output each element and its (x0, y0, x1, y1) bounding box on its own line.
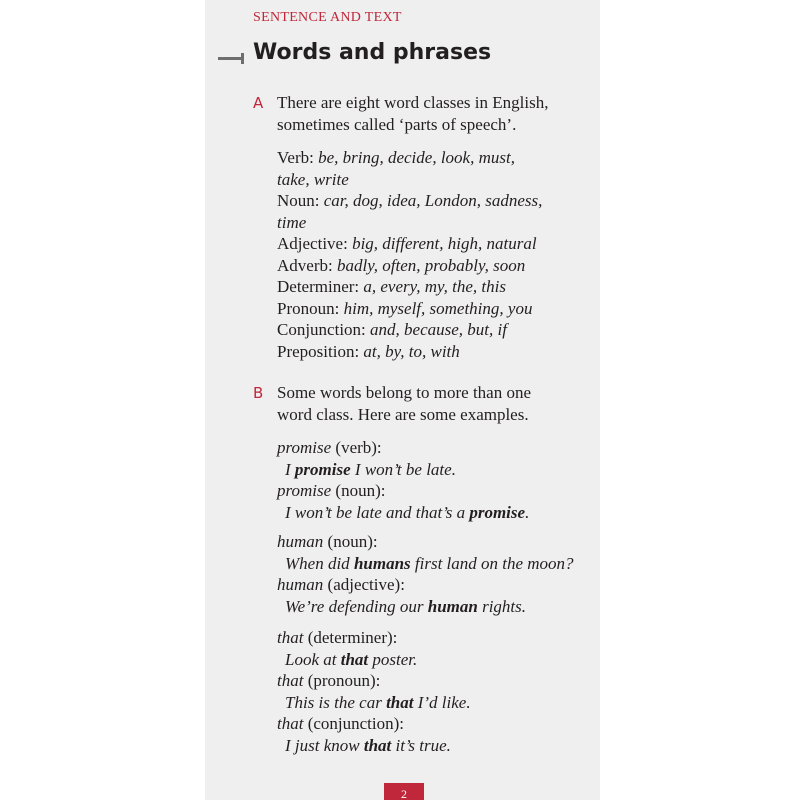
page-number: 2 (384, 783, 424, 800)
example-sentence: This is the car that I’d like. (285, 692, 471, 712)
example-heading: promise (verb): (277, 438, 382, 457)
class-label: Adjective: (277, 234, 348, 253)
class-examples: at, by, to, with (363, 341, 460, 361)
example-heading: that (determiner): (277, 628, 398, 647)
class-examples: car, dog, idea, London, sadness, (323, 191, 543, 210)
word-class-verb (277, 147, 597, 169)
word-class-determiner (277, 276, 597, 298)
word-class-adjective (277, 233, 597, 255)
class-examples: be, bring, decide, look, must, (318, 148, 515, 167)
example-heading: human (noun): (277, 532, 378, 551)
class-label: Determiner: (277, 277, 360, 296)
example-heading: that (conjunction): (277, 714, 405, 733)
unit-title: Words and phrases (253, 40, 492, 65)
example-heading: promise (noun): (277, 481, 386, 500)
example-group-that (277, 627, 597, 756)
section-b-intro (277, 382, 597, 425)
example-sentence: Look at that poster. (285, 649, 418, 669)
example-sentence: When did humans first land on the moon? (285, 553, 574, 573)
class-examples: a, every, my, the, this (363, 277, 506, 296)
word-class-pronoun (277, 298, 597, 320)
example-sentence: We’re defending our human rights. (285, 596, 527, 616)
word-class-adverb (277, 255, 597, 277)
section-b-intro-line: Some words belong to more than one (277, 383, 532, 402)
running-head: SENTENCE AND TEXT (253, 10, 402, 25)
class-label: Preposition: (277, 341, 360, 361)
class-examples: time (277, 212, 307, 232)
class-examples: take, write (277, 169, 349, 189)
class-examples: him, myself, something, you (343, 298, 533, 318)
example-group-human (277, 531, 597, 617)
word-class-conjunction (277, 319, 597, 341)
example-sentence: I won’t be late and that’s a promise. (285, 502, 530, 522)
example-heading: human (adjective): (277, 575, 405, 594)
class-label: Adverb: (277, 255, 333, 275)
class-examples: big, different, high, natural (352, 234, 537, 253)
word-class-noun (277, 190, 597, 212)
class-label: Noun: (277, 191, 320, 210)
class-examples: badly, often, probably, soon (336, 255, 526, 275)
class-label: Pronoun: (277, 298, 340, 318)
section-a-letter: A (253, 94, 264, 112)
example-heading: that (pronoun): (277, 671, 381, 690)
word-class-list (277, 147, 597, 362)
class-label: Conjunction: (277, 320, 366, 339)
section-b-letter: B (253, 384, 264, 402)
section-a-intro-line: sometimes called ‘parts of speech’. (277, 114, 517, 134)
word-class-preposition (277, 341, 597, 363)
class-label: Verb: (277, 148, 314, 167)
example-sentence: I promise I won’t be late. (285, 459, 456, 479)
section-a-intro (277, 92, 597, 135)
section-a-intro-line: There are eight word classes in English, (277, 93, 549, 112)
example-sentence: I just know that it’s true. (285, 735, 451, 755)
class-examples: and, because, but, if (370, 320, 507, 339)
section-rule-icon (218, 53, 244, 63)
section-b-intro-line: word class. Here are some examples. (277, 404, 529, 424)
example-group-promise (277, 437, 597, 523)
